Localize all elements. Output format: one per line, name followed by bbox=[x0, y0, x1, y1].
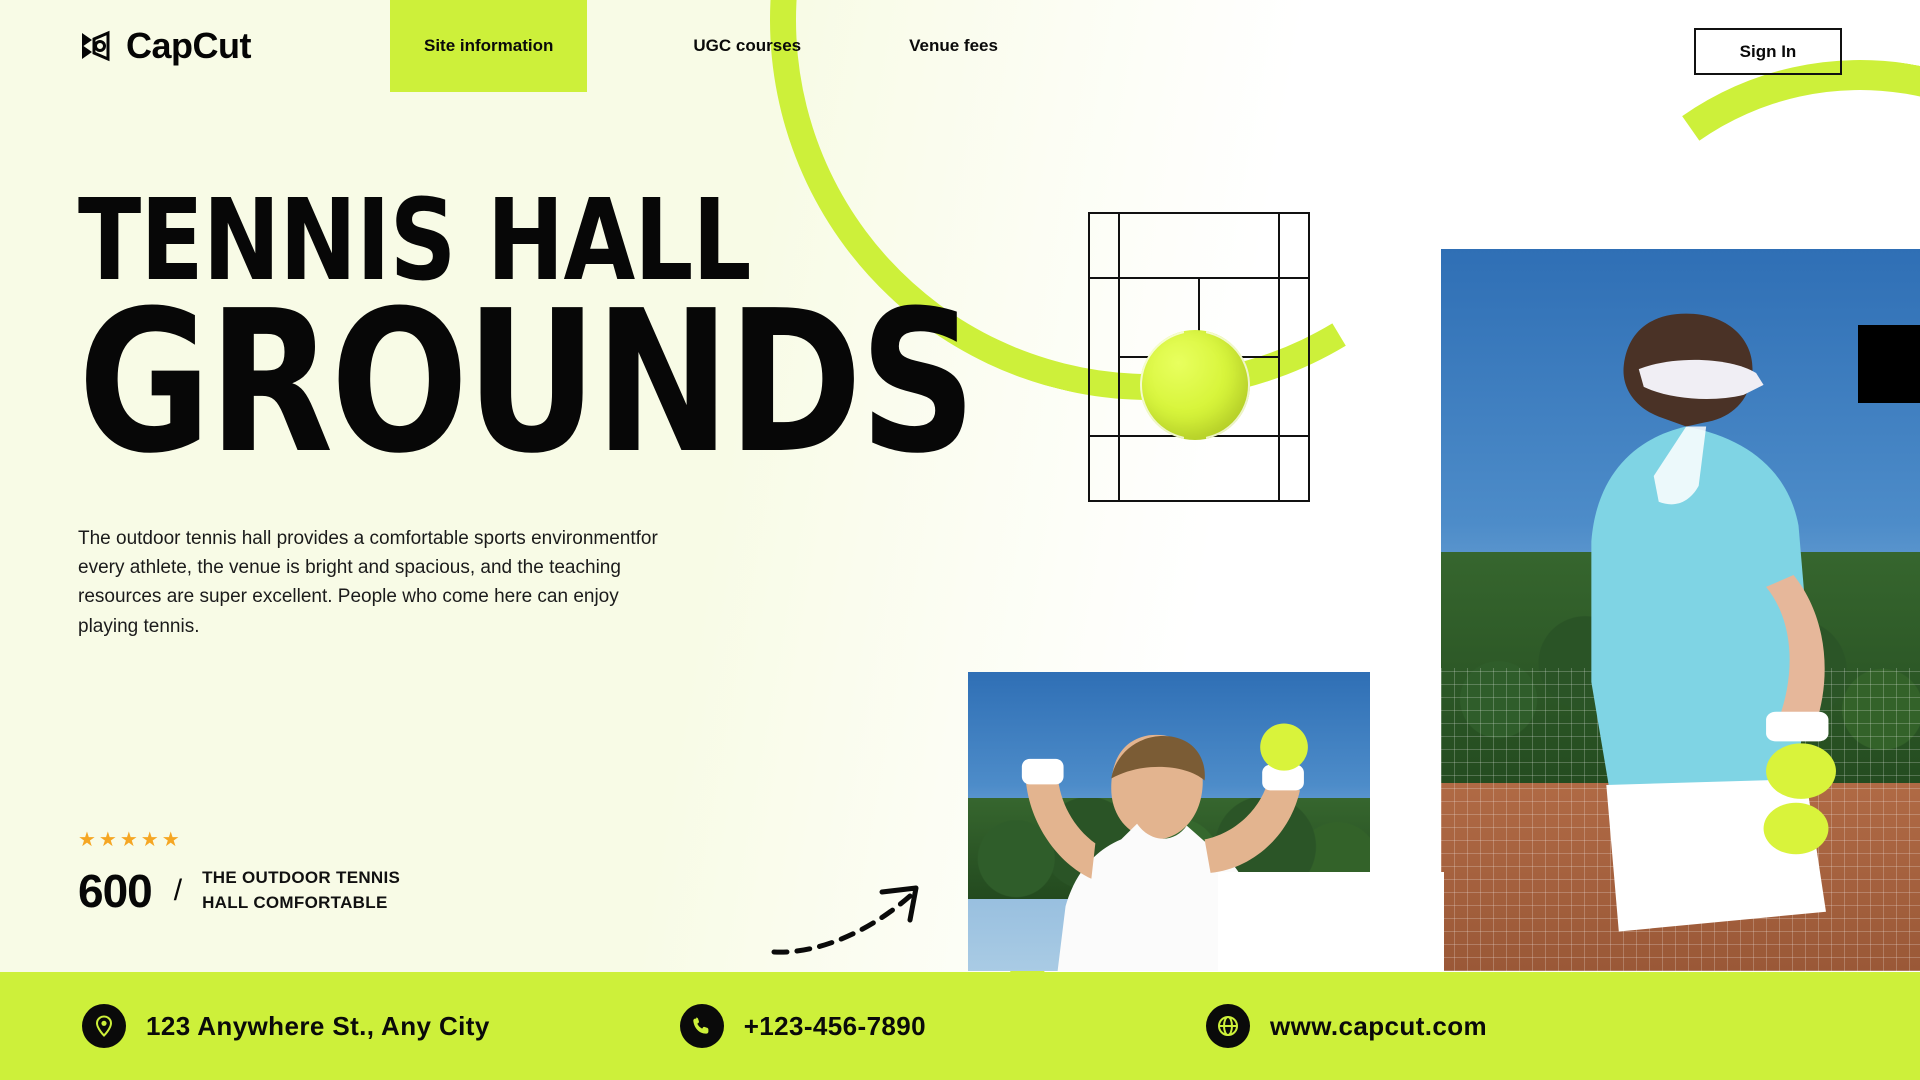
page-title-line-1: TENNIS HALL bbox=[78, 176, 751, 306]
nav-item-ugc-courses[interactable]: UGC courses bbox=[693, 36, 802, 55]
phone-icon bbox=[680, 1004, 724, 1048]
rating-row bbox=[78, 864, 400, 918]
rating-label bbox=[202, 866, 400, 915]
footer-website-text: www.capcut.com bbox=[1270, 1010, 1488, 1041]
nav-spacer bbox=[835, 0, 875, 92]
page-title-line-2: GROUNDS bbox=[78, 269, 974, 498]
female-tennis-player-photo bbox=[1441, 249, 1920, 971]
footer-website bbox=[1206, 1004, 1487, 1048]
brand[interactable] bbox=[78, 25, 328, 67]
site-header bbox=[0, 0, 1920, 92]
dashed-arrow-icon bbox=[770, 880, 940, 965]
brand-name: CapCut bbox=[126, 25, 251, 66]
white-corner-block bbox=[1218, 872, 1444, 972]
black-accent-square bbox=[1858, 325, 1920, 403]
globe-icon bbox=[1206, 1004, 1250, 1048]
nav-item-venue-fees[interactable]: Venue fees bbox=[909, 36, 998, 55]
rating-block bbox=[78, 830, 400, 918]
rating-separator: / bbox=[173, 874, 183, 907]
capcut-logo-icon bbox=[78, 29, 112, 63]
main-nav bbox=[390, 0, 1032, 92]
footer-phone-text: +123-456-7890 bbox=[743, 1010, 927, 1041]
sign-in-button[interactable]: Sign In bbox=[1694, 28, 1842, 75]
footer-address-text: 123 Anywhere St., Any City bbox=[146, 1010, 490, 1041]
nav-spacer bbox=[587, 0, 659, 92]
rating-label-line-2: HALL COMFORTABLE bbox=[202, 893, 388, 912]
star-rating-icon: ★★★★★ bbox=[78, 829, 183, 851]
location-pin-icon bbox=[82, 1004, 126, 1048]
nav-item-site-information[interactable]: Site information bbox=[390, 0, 587, 92]
rating-number: 600 bbox=[78, 865, 152, 917]
rating-label-line-1: THE OUTDOOR TENNIS bbox=[202, 868, 401, 888]
hero-paragraph: The outdoor tennis hall provides a comfortable sports environmentfor every athlete, the venue is bright and spacious, and the teaching resources are super excellent. People who come here can enjoy playing tennis. bbox=[78, 527, 658, 637]
footer-phone bbox=[680, 1004, 926, 1048]
hero-text-block bbox=[78, 176, 974, 641]
tennis-ball-icon bbox=[1140, 330, 1250, 440]
contact-footer-bar bbox=[0, 972, 1920, 1080]
footer-address bbox=[82, 1004, 490, 1048]
